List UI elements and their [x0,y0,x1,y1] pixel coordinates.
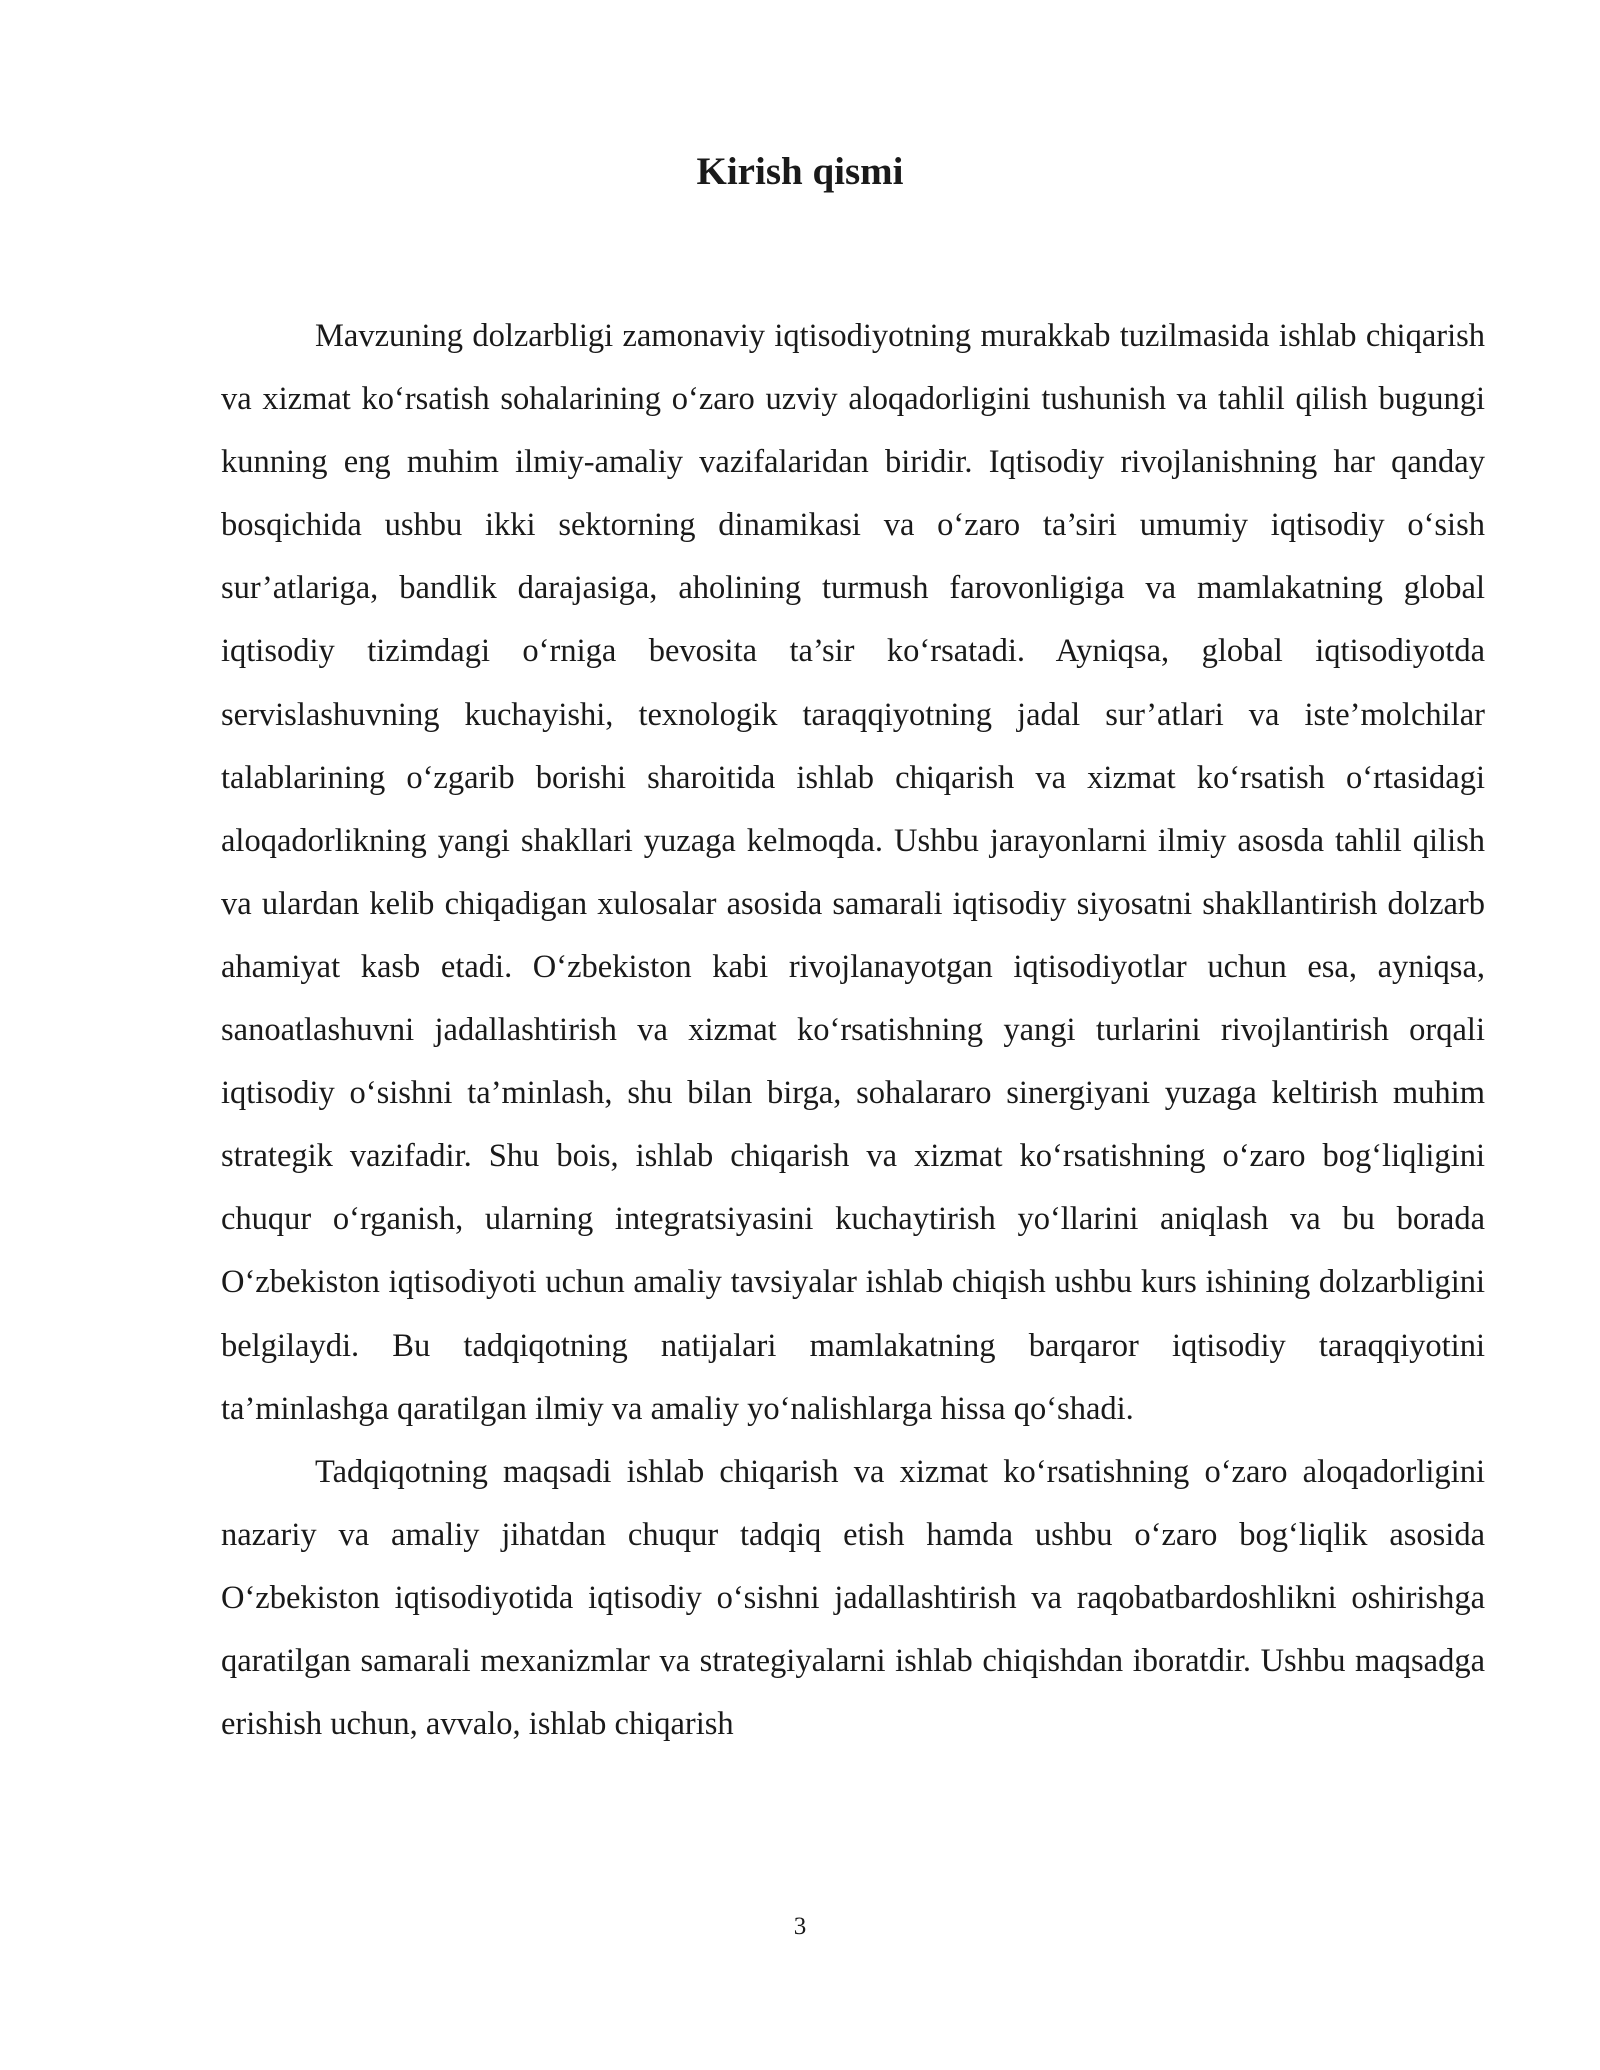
page-number: 3 [793,1913,807,1940]
section-title: Kirish qismi [696,150,904,193]
paragraph-relevance: Mavzuning dolzarbligi zamonaviy iqtisodiyotning murakkab tuzilmasida ishlab chiqarish va xizmat ko‘rsatish sohalarining o‘zaro uzviy aloqadorligini tushunish va tahlil qilish bugungi kunning eng muhim ilmiy-amaliy vazifalaridan biridir. Iqtisodiy rivojlanishning har qanday bosqichida ushbu ikki sektorning dinamikasi va o‘zaro ta’siri umumiy iqtisodiy o‘sish sur’atlariga, bandlik darajasiga, aholining turmush farovonligiga va mamlakatning global iqtisodiy tizimdagi o‘rniga bevosita ta’sir ko‘rsatadi. Ayniqsa, global iqtisodiyotda servislashuvning kuchayishi, texnologik taraqqiyotning jadal sur’atlari va iste’molchilar talablarining o‘zgarib borishi sharoitida ishlab chiqarish va xizmat ko‘rsatish o‘rtasidagi aloqadorlikning yangi shakllari yuzaga kelmoqda. Ushbu jarayonlarni ilmiy asosda tahlil qilish va ulardan kelib chiqadigan xulosalar asosida samarali iqtisodiy siyosatni shakllantirish dolzarb ahamiyat kasb etadi. O‘zbekiston kabi rivojlanayotgan iqtisodiyotlar uchun esa, ayniqsa, sanoatlashuvni jadallashtirish va xizmat ko‘rsatishning yangi turlarini rivojlantirish orqali iqtisodiy o‘sishni ta’minlash, shu bilan birga, sohalararo sinergiyani yuzaga keltirish muhim strategik vazifadir. Shu bois, ishlab chiqarish va xizmat ko‘rsatishning o‘zaro bog‘liqligini chuqur o‘rganish, ularning integratsiyasini kuchaytirish yo‘llarini aniqlash va bu borada O‘zbekiston iqtisodiyoti uchun amaliy tavsiyalar ishlab chiqish ushbu kurs ishining dolzarbligini belgilaydi. Bu tadqiqotning natijalari mamlakatning barqaror iqtisodiy taraqqiyotini ta’minlashga qaratilgan ilmiy va amaliy yo‘nalishlarga hissa qo‘shadi. [221,318,1485,1427]
body-text [221,305,1485,1756]
paragraph-goal: Tadqiqotning maqsadi ishlab chiqarish va xizmat ko‘rsatishning o‘zaro aloqadorligini nazariy va amaliy jihatdan chuqur tadqiq etish hamda ushbu o‘zaro bog‘liqlik asosida O‘zbekiston iqtisodiyotida iqtisodiy o‘sishni jadallashtirish va raqobatbardoshlikni oshirishga qaratilgan samarali mexanizmlar va strategiyalarni ishlab chiqishdan iboratdir. Ushbu maqsadga erishish uchun, avvalo, ishlab chiqarish [221,1453,1485,1743]
